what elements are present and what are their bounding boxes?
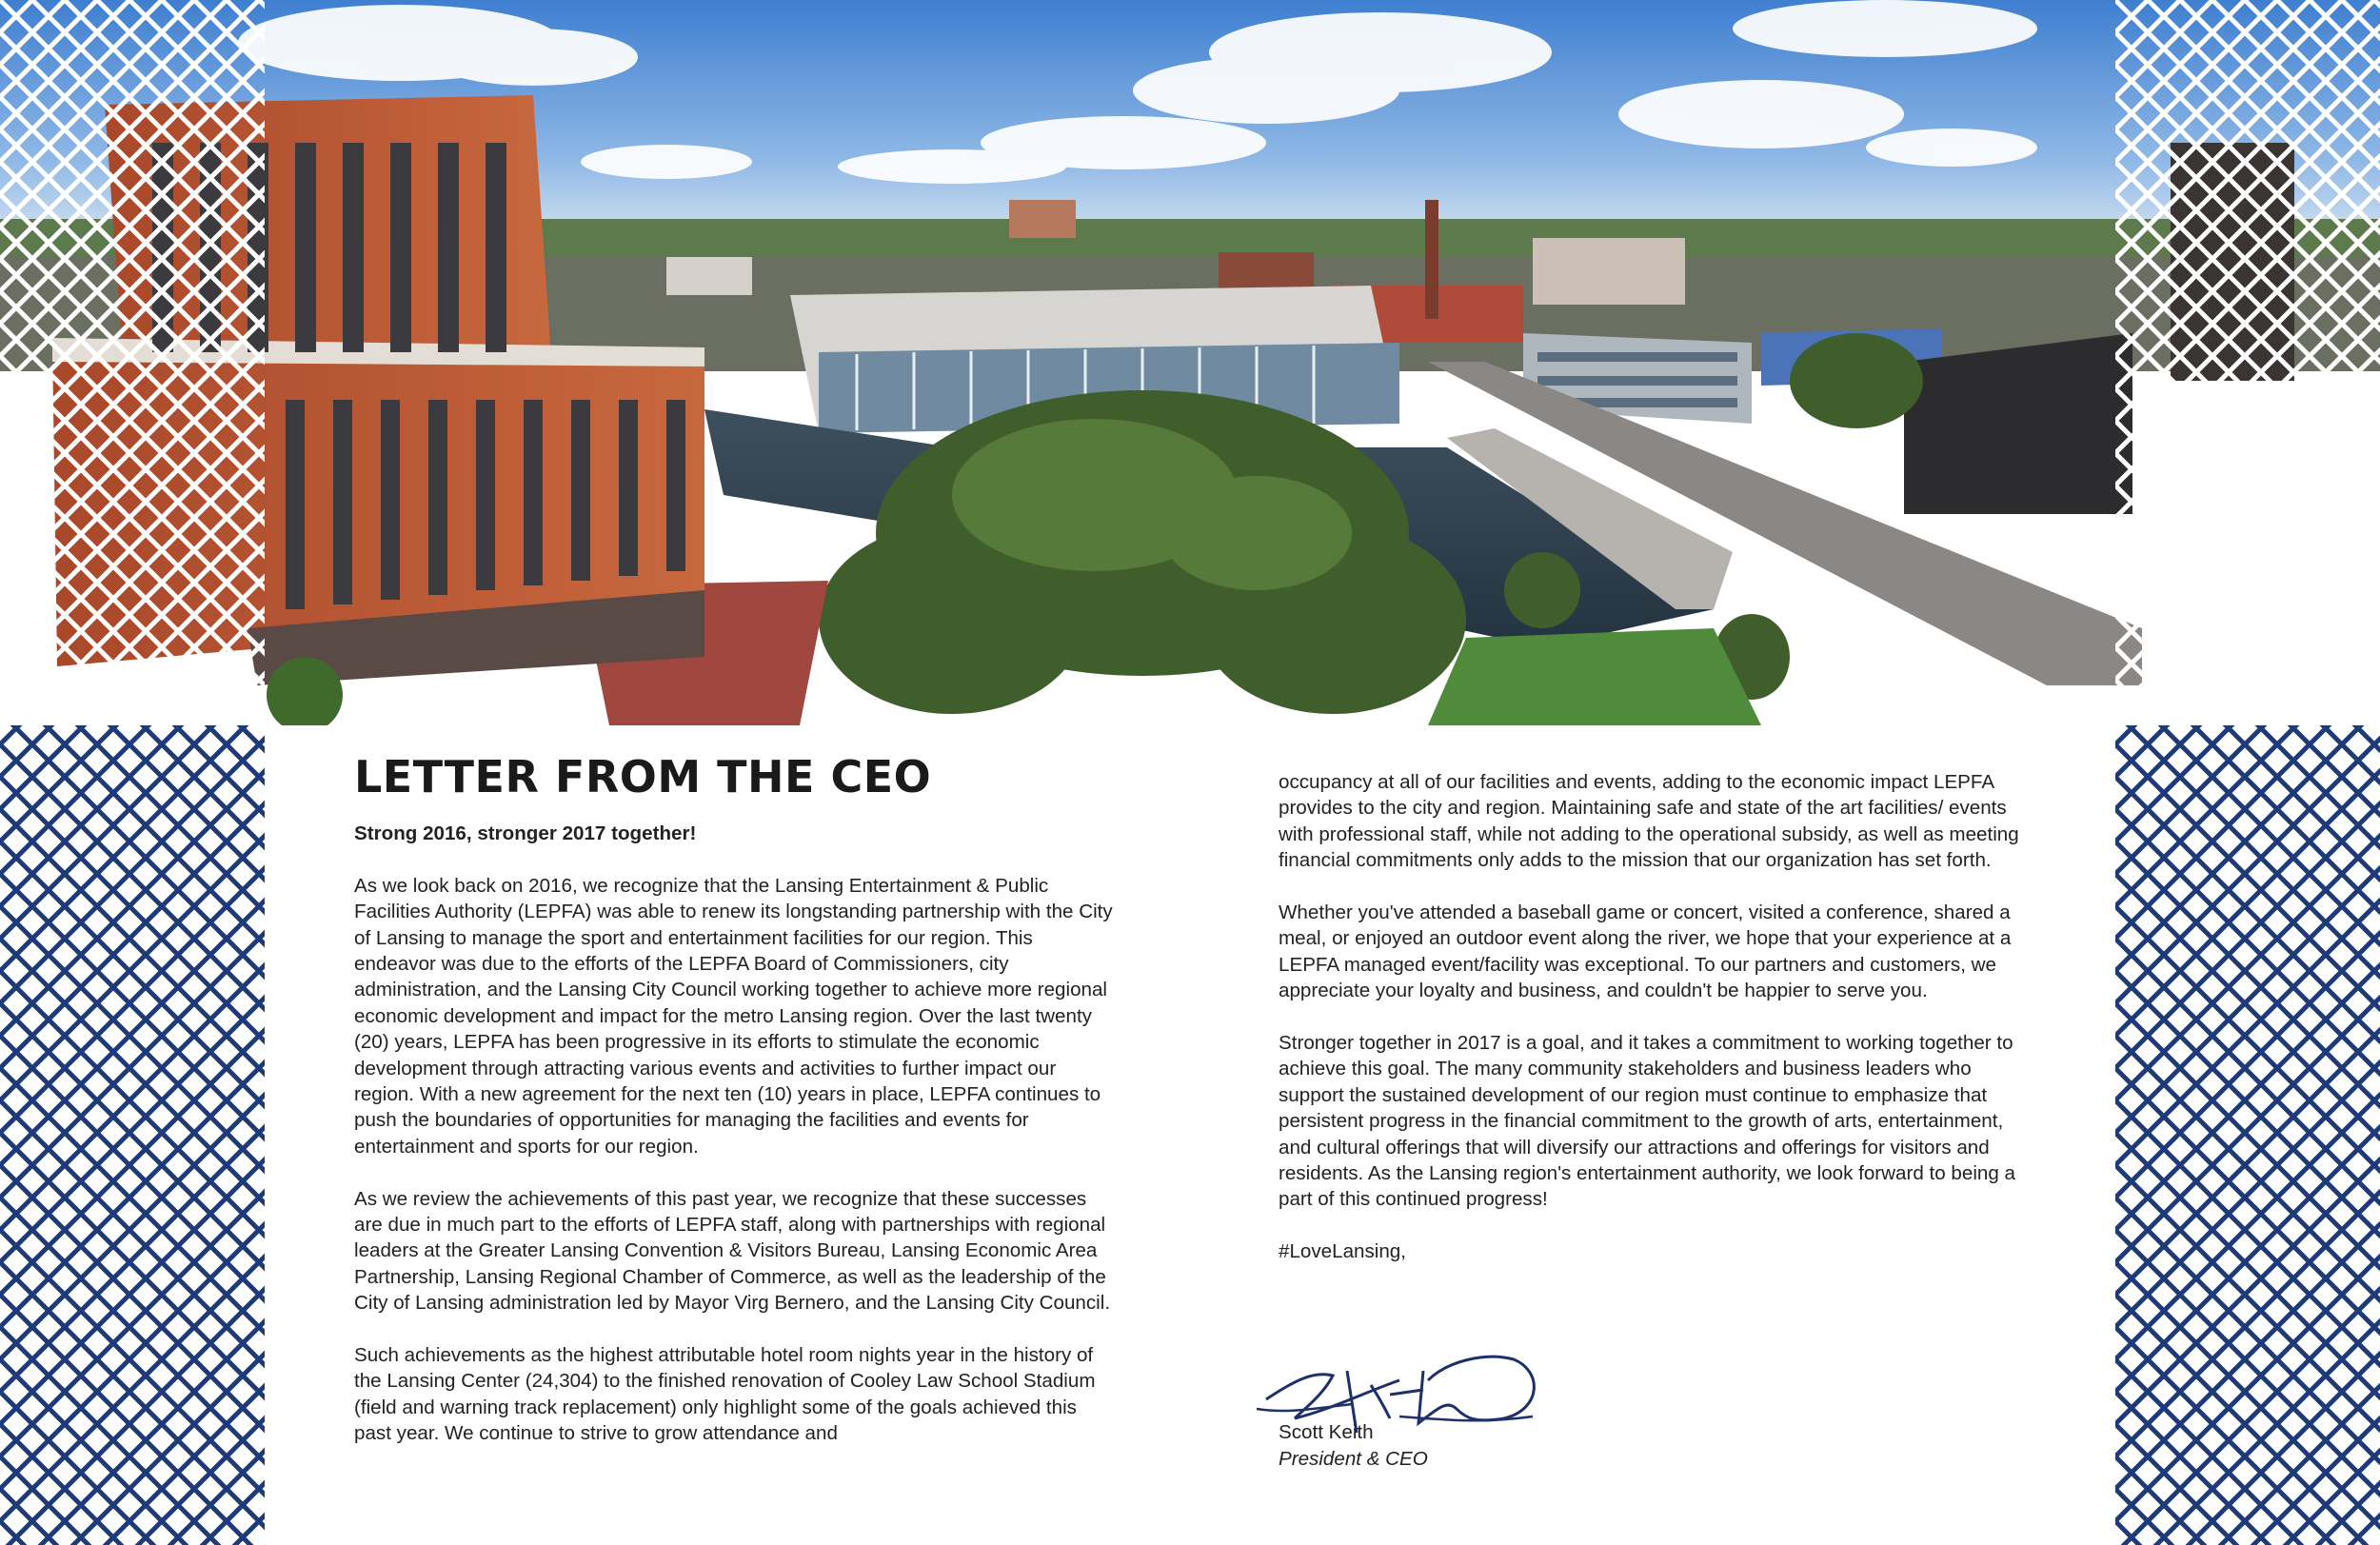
signer-name: Scott Keith	[1279, 1421, 1374, 1443]
city-skyline-image	[0, 0, 2380, 725]
letter-paragraph: Whether you've attended a baseball game or concert, visited a conference, shared a meal, or enjoyed an outdoor event along the river, we hope that your experience at a LEPFA managed event/facility was exceptional. To our partners and customers, we appreciate your loyalty and business, and couldn't be happier to serve you.	[1279, 901, 2012, 1002]
letter-closing: #LoveLansing,	[1279, 1240, 1406, 1263]
letter-paragraph: As we look back on 2016, we recognize that the Lansing Entertainment & Public Facilities Authority (LEPFA) was able to renew its longstanding partnership with the City of Lansing to manage the sport and entertainment facilities for our region. This endeavor was due to the efforts of the LEPFA Board of Commissioners, city administration, and the Lansing City Council working together to achieve more regional economic development and impact for the metro Lansing region. Over the last twenty (20) years, LEPFA has been progressive in its efforts to stimulate the economic development through attracting various events and activities to further impact our region. With a new agreement for the next ten (10) years in place, LEPFA continues to push the boundaries of opportunities for managing the facilities and events for entertainment and sports for our region.	[354, 874, 1113, 1158]
hero-photo	[0, 0, 2380, 725]
lattice-pattern-right	[2115, 0, 2380, 1545]
page-title: LETTER FROM THE CEO	[354, 751, 932, 802]
letter-subtitle: Strong 2016, stronger 2017 together!	[354, 822, 697, 844]
lattice-pattern-left	[0, 0, 265, 1545]
letter-column-right	[1279, 769, 2040, 1291]
letter-paragraph: Such achievements as the highest attributable hotel room nights year in the history of the Lansing Center (24,304) to the finished renovation of Cooley Law School Stadium (field and warning track replacement) only highlight some of the goals achieved this past year. We continue to strive to grow attendance and	[354, 1344, 1096, 1445]
letter-column-left	[354, 743, 1116, 1473]
letter-paragraph: As we review the achievements of this past year, we recognize that these successes are due in much part to the efforts of LEPFA staff, along with partnerships with regional leaders at the Greater Lansing Convention & Visitors Bureau, Lansing Economic Area Partnership, Lansing Regional Chamber of Commerce, as well as the leadership of the City of Lansing administration led by Mayor Virg Bernero, and the Lansing City Council.	[354, 1187, 1111, 1315]
lattice-border-right	[2115, 0, 2380, 1545]
letter-paragraph: Stronger together in 2017 is a goal, and it takes a commitment to working together to achieve this goal. The many community stakeholders and business leaders who support the sustained development of our region must continue to emphasize that persistent progress in the financial commitment to the growth of arts, entertainment, and cultural offerings that will diversify our attractions and offerings for visitors and residents. As the Lansing region's entertainment authority, we look forward to being a part of this continued progress!	[1279, 1032, 2015, 1211]
letter-paragraph: occupancy at all of our facilities and events, adding to the economic impact LEPFA provides to the city and region. Maintaining safe and state of the art facilities/ events with professional staff, while not adding to the operational subsidy, as well as meeting financial commitments only adds to the mission that our organization has set forth.	[1279, 771, 2019, 872]
signature-block	[1257, 1342, 1542, 1485]
signer-title: President & CEO	[1279, 1448, 1428, 1470]
lattice-border-left	[0, 0, 265, 1545]
